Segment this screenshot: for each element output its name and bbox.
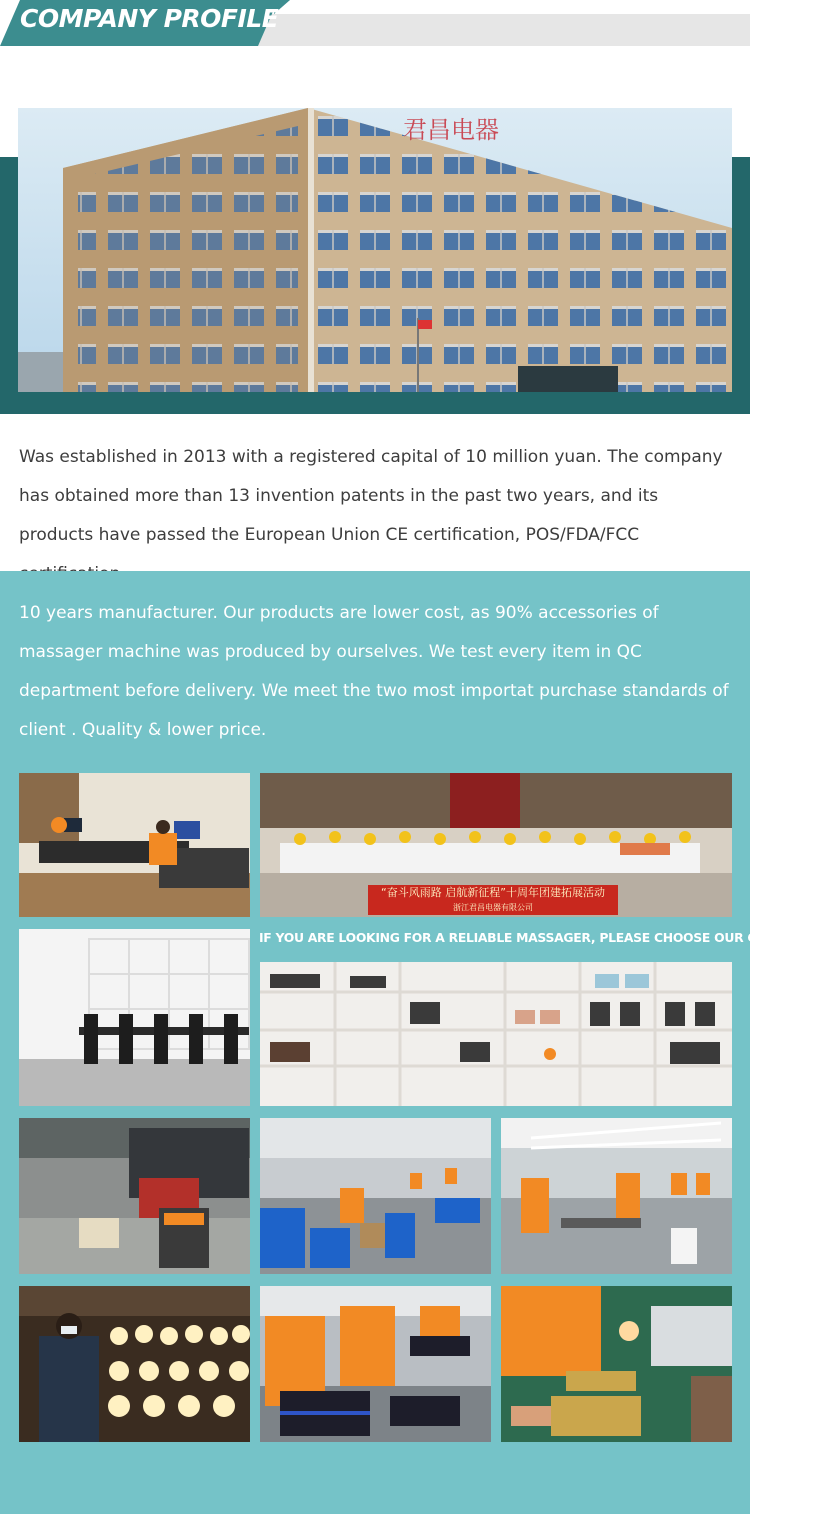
office-photo: [19, 773, 250, 917]
pcb-soldering-photo: [501, 1286, 732, 1442]
meeting-room-photo: [19, 929, 250, 1106]
team-banner-line2: 浙江君昌电器有限公司: [453, 903, 533, 912]
company-building-photo: [18, 108, 732, 392]
page-title: COMPANY PROFILE: [20, 4, 279, 33]
packing-photo: [260, 1286, 491, 1442]
team-building-photo: [260, 773, 732, 917]
manufacturer-paragraph: 10 years manufacturer. Our products are lower cost, as 90% accessories of massager machine was produced by ourselves. We test every item in QC department before delivery. We meet the two most importat purchase standards of client . Quality & lower price.: [19, 603, 729, 740]
company-slogan: IF YOU ARE LOOKING FOR A RELIABLE MASSAGER, PLEASE CHOOSE OUR COMPANY: [259, 930, 814, 945]
team-banner-line1: “奋斗风雨路 启航新征程”十周年团建拓展活动: [381, 886, 605, 899]
intro-paragraph: Was established in 2013 with a registered capital of 10 million yuan. The company has obtained more than 13 invention patents in the past two years, and its products have passed the European Union CE certification, POS/FDA/FCC: [19, 447, 723, 545]
injection-workshop-photo: [19, 1118, 250, 1274]
lamp-testing-photo: [19, 1286, 250, 1442]
building-sign-text: 君昌电器: [403, 116, 499, 144]
assembly-line-photo: [260, 1118, 491, 1274]
showroom-photo: [260, 962, 732, 1106]
header-gray-bar: [250, 14, 750, 46]
team-banner: [368, 885, 618, 915]
production-line-photo: [501, 1118, 732, 1274]
